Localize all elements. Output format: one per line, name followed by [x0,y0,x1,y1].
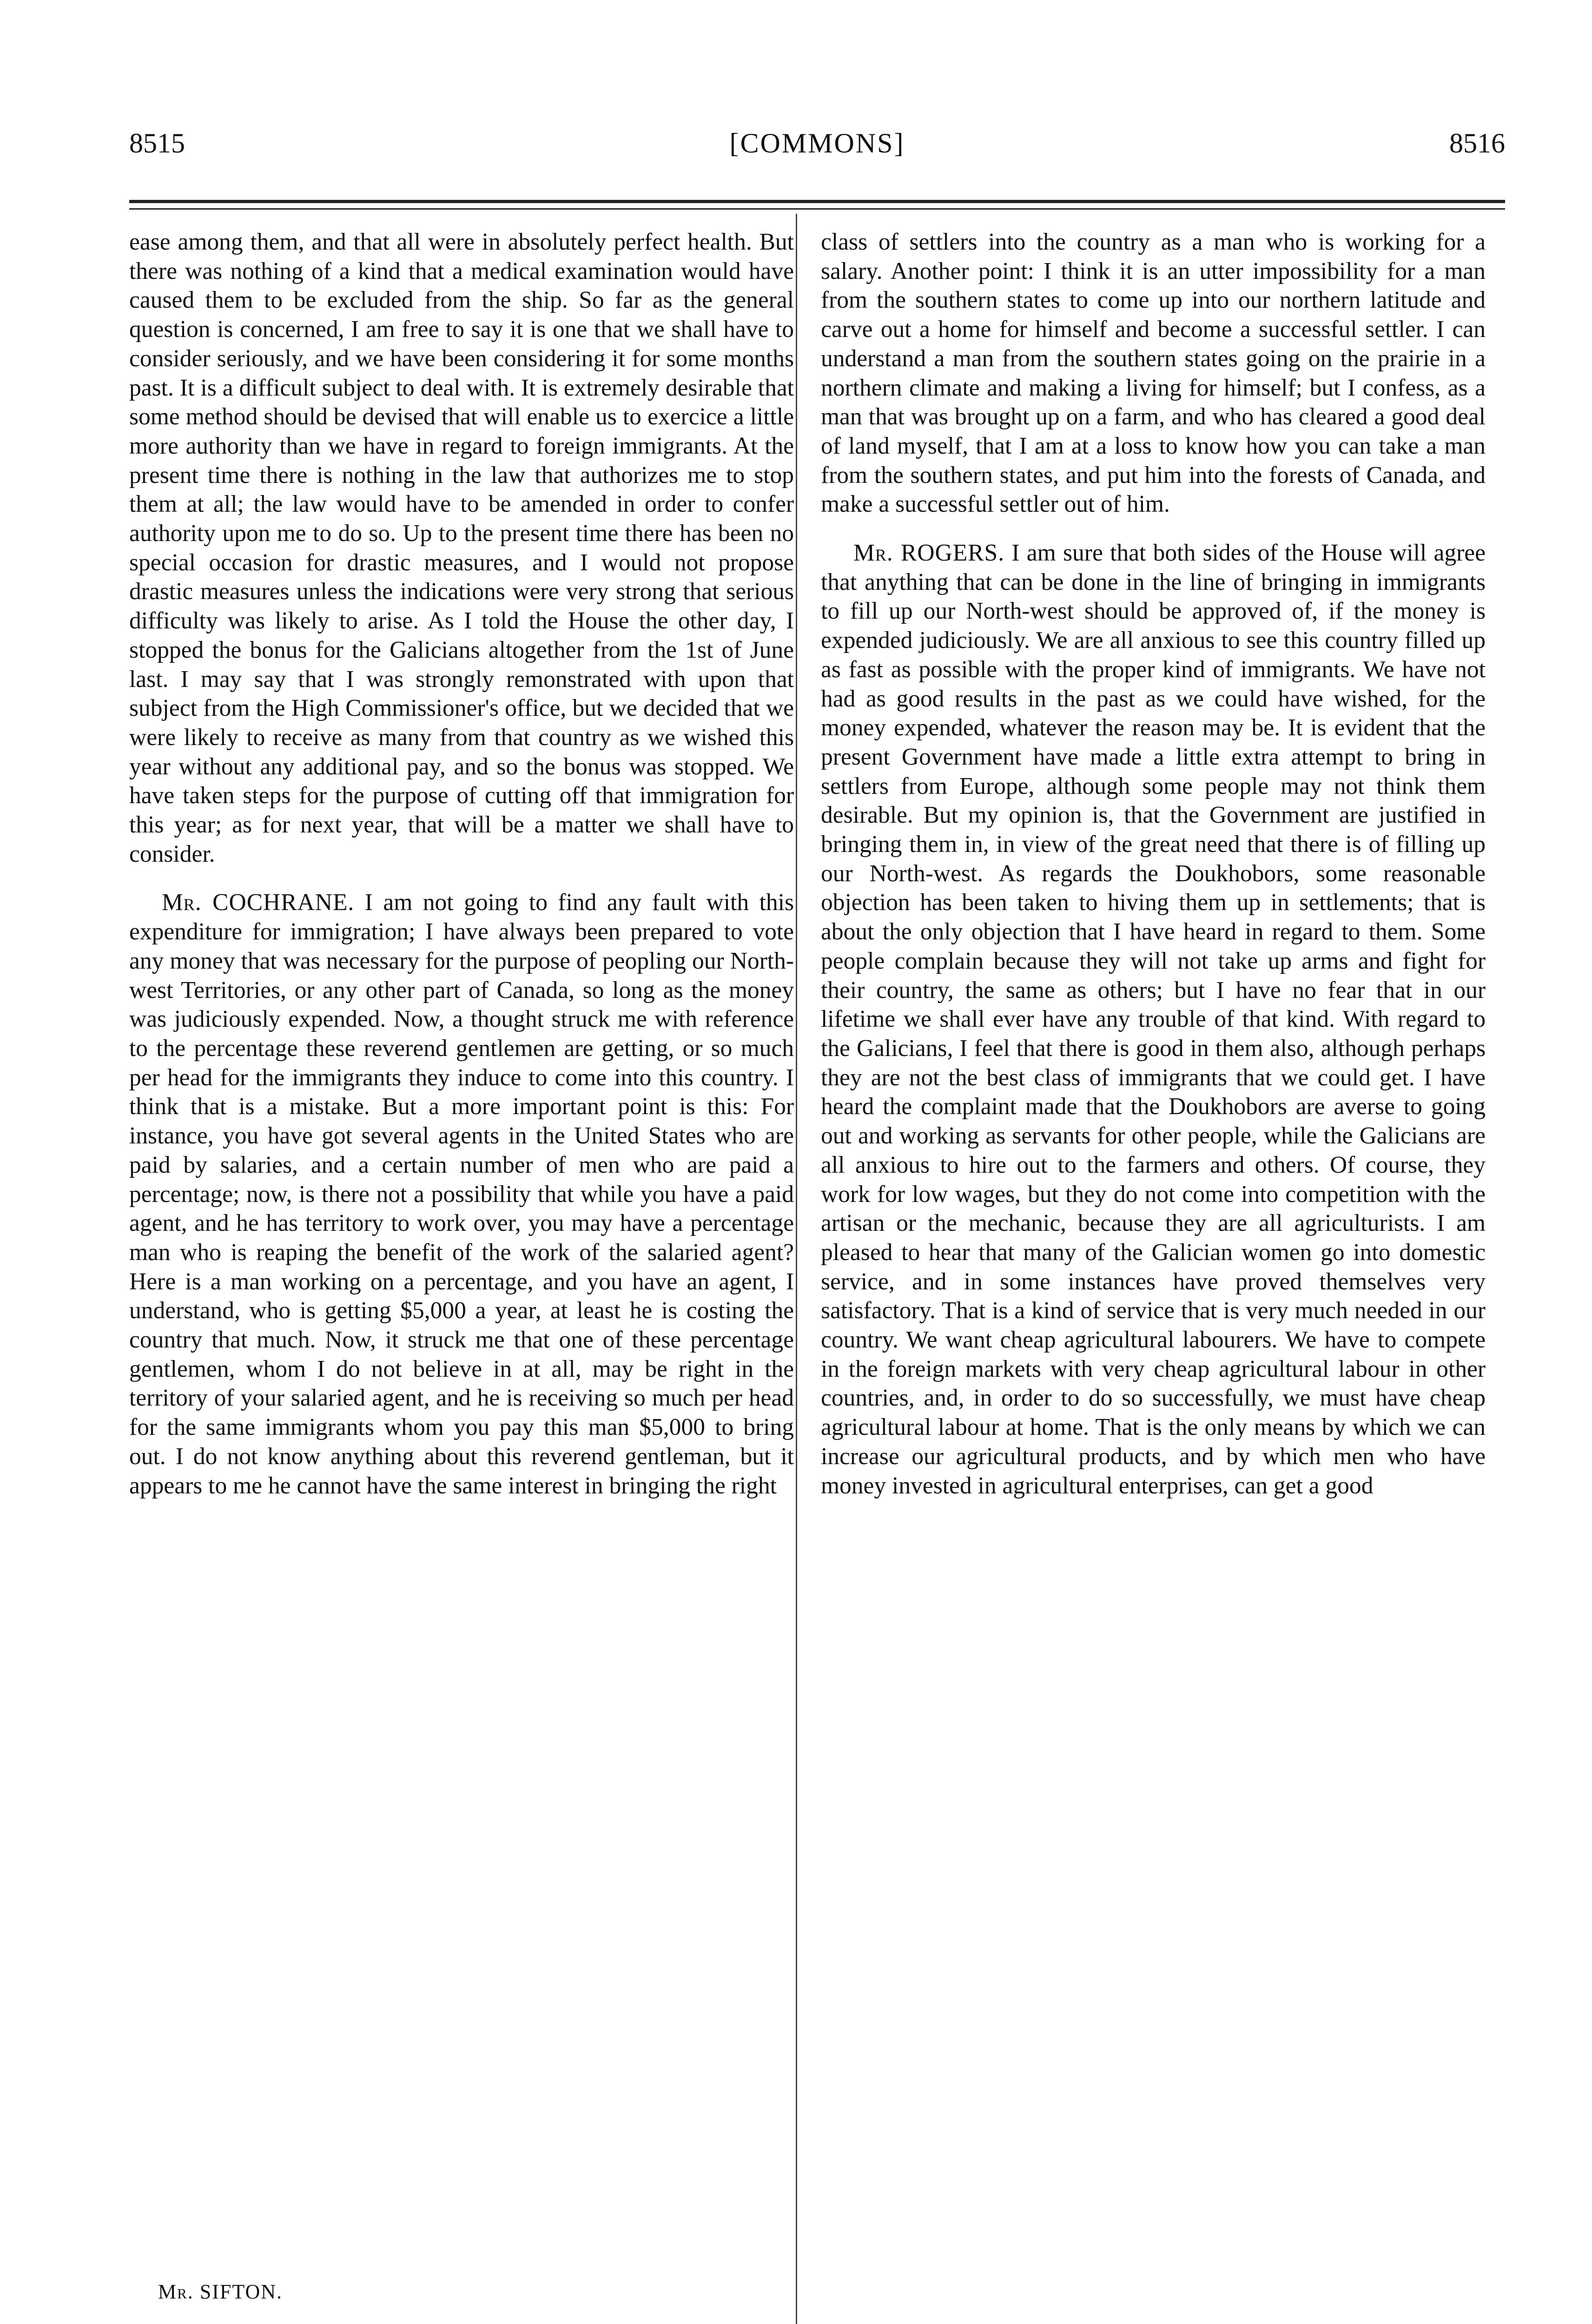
header-rule-thick [129,200,1505,203]
header-rule-thin [129,208,1505,210]
page-header [129,115,1505,171]
left-paragraph-2-text: I am not going to find any fault with this expenditure for immigration; I have always been prepared to vote any money that was necessary for the purpose of peopling our North-west Territories, or any other part of Canada, so long as the money was judiciously expended. Now, a thought struck me with reference to the percentage these reverend gentlemen are getting, or so much per head for the immigrants they induce to come into this country. I think that is a mistake. But a more important point is this: For instance, you have got several agents in the United States who are paid by salaries, and a certain number of men who are paid a percentage; now, is there not a possibility that while you have a paid agent, and he has territory to work over, you may have a percentage man who is reaping the benefit of the work of the salaried agent? Here is a man working on a percentage, and you have an agent, I understand, who is getting $5,000 a year, at least he is costing the country that much. Now, it struck me that one of these percentage gentlemen, whom I do not believe in at all, may be right in the territory of your salaried agent, and he is receiving so much per head for the same immigrants whom you pay this man $5,000 to bring out. I do not know anything about this reverend gentleman, but it appears to me he cannot have the same interest in bringing the right [129,889,794,1499]
footer-speaker-name: Mr. SIFTON. [158,2280,283,2303]
left-paragraph-1: ease among them, and that all were in absolutely perfect health. But there was nothing of a kind that a medical examination would have caused them to be excluded from the ship. So far as the general question is concerned, I am free to say it is one that we shall have to consider seriously, and we have been considering it for some months past. It is a difficult subject to deal with. It is extremely desirable that some method should be devised that will enable us to exercice a little more authority than we have in regard to foreign immigrants. At the present time there is nothing in the law that authorizes me to stop them at all; the law would have to be amended in order to confer authority upon me to do so. Up to the present time there has been no special occasion for drastic measures, and I would not propose drastic measures unless the indications were very strong that serious difficulty was likely to arise. As I told the House the other day, I stopped the bonus for the Galicians altogether from the 1st of June last. I may say that I was strongly remonstrated with upon that subject from the High Commissioner's office, but we decided that we were likely to receive as many from that country as we wished this year without any additional pay, and so the bonus was stopped. We have taken steps for the purpose of cutting off that immigration for this year; as for next year, that will be a matter we shall have to consider. [129,229,794,867]
right-paragraph-2 [821,539,1486,1500]
speaker-rogers: Mr. ROGERS. [853,540,1005,567]
page-number-right: 8516 [1449,128,1505,158]
left-paragraph-2 [129,888,794,1500]
right-paragraph-1: class of settlers into the country as a man who is working for a salary. Another point: I think it is an utter impossibility for a man from the southern states to come up into our northern latitude and carve out a home for himself and become a successful settler. I can understand a man from the southern states going on the prairie in a northern climate and making a living for himself; but I confess, as a man that was brought up on a farm, and who has cleared a good deal of land myself, that I am at a loss to know how you can take a man from the southern states, and put him into the forests of Canada, and make a successful settler out of him. [821,229,1486,518]
speaker-cochrane: Mr. COCHRANE. [162,889,355,916]
right-column [821,228,1486,1520]
right-paragraph-2-text: I am sure that both sides of the House will agree that anything that can be done in the line of bringing in immigrants to fill up our North-west should be approved of, if the money is expended judiciously. We are all anxious to see this country filled up as fast as possible with the proper kind of immigrants. We have not had as good results in the past as we could have wished, for the money expended, whatever the reason may be. It is evident that the present Government have made a little extra attempt to bring in settlers from Europe, although some people may not think them desirable. But my opinion is, that the Government are justified in bringing them in, in view of the great need that there is of filling up our North-west. As regards the Doukhobors, some reasonable objection has been taken to hiving them up in settlements; that is about the only objection that I have heard in regard to them. Some people complain because they will not take up arms and fight for their country, the same as others; but I have no fear that in our lifetime we shall ever have any trouble of that kind. With regard to the Galicians, I feel that there is good in them also, although perhaps they are not the best class of immigrants that we could get. I have heard the complaint made that the Doukhobors are averse to going out and working as servants for other people, while the Galicians are all anxious to hire out to the farmers and others. Of course, they work for low wages, but they do not come into competition with the artisan or the mechanic, because they are all agriculturists. I am pleased to hear that many of the Galician women go into domestic service, and in some instances have proved themselves very satisfactory. That is a kind of service that is very much needed in our country. We want cheap agricultural labourers. We have to compete in the foreign markets with very cheap agricultural labour in other countries, and, in order to do so successfully, we must have cheap agricultural labour at home. That is the only means by which we can increase our agricultural products, and by which men who have money invested in agricultural enterprises, can get a good [821,540,1486,1499]
page-title: [COMMONS] [729,128,905,158]
left-column [129,228,794,1520]
page-number-left: 8515 [129,128,185,158]
column-divider [796,214,797,2324]
